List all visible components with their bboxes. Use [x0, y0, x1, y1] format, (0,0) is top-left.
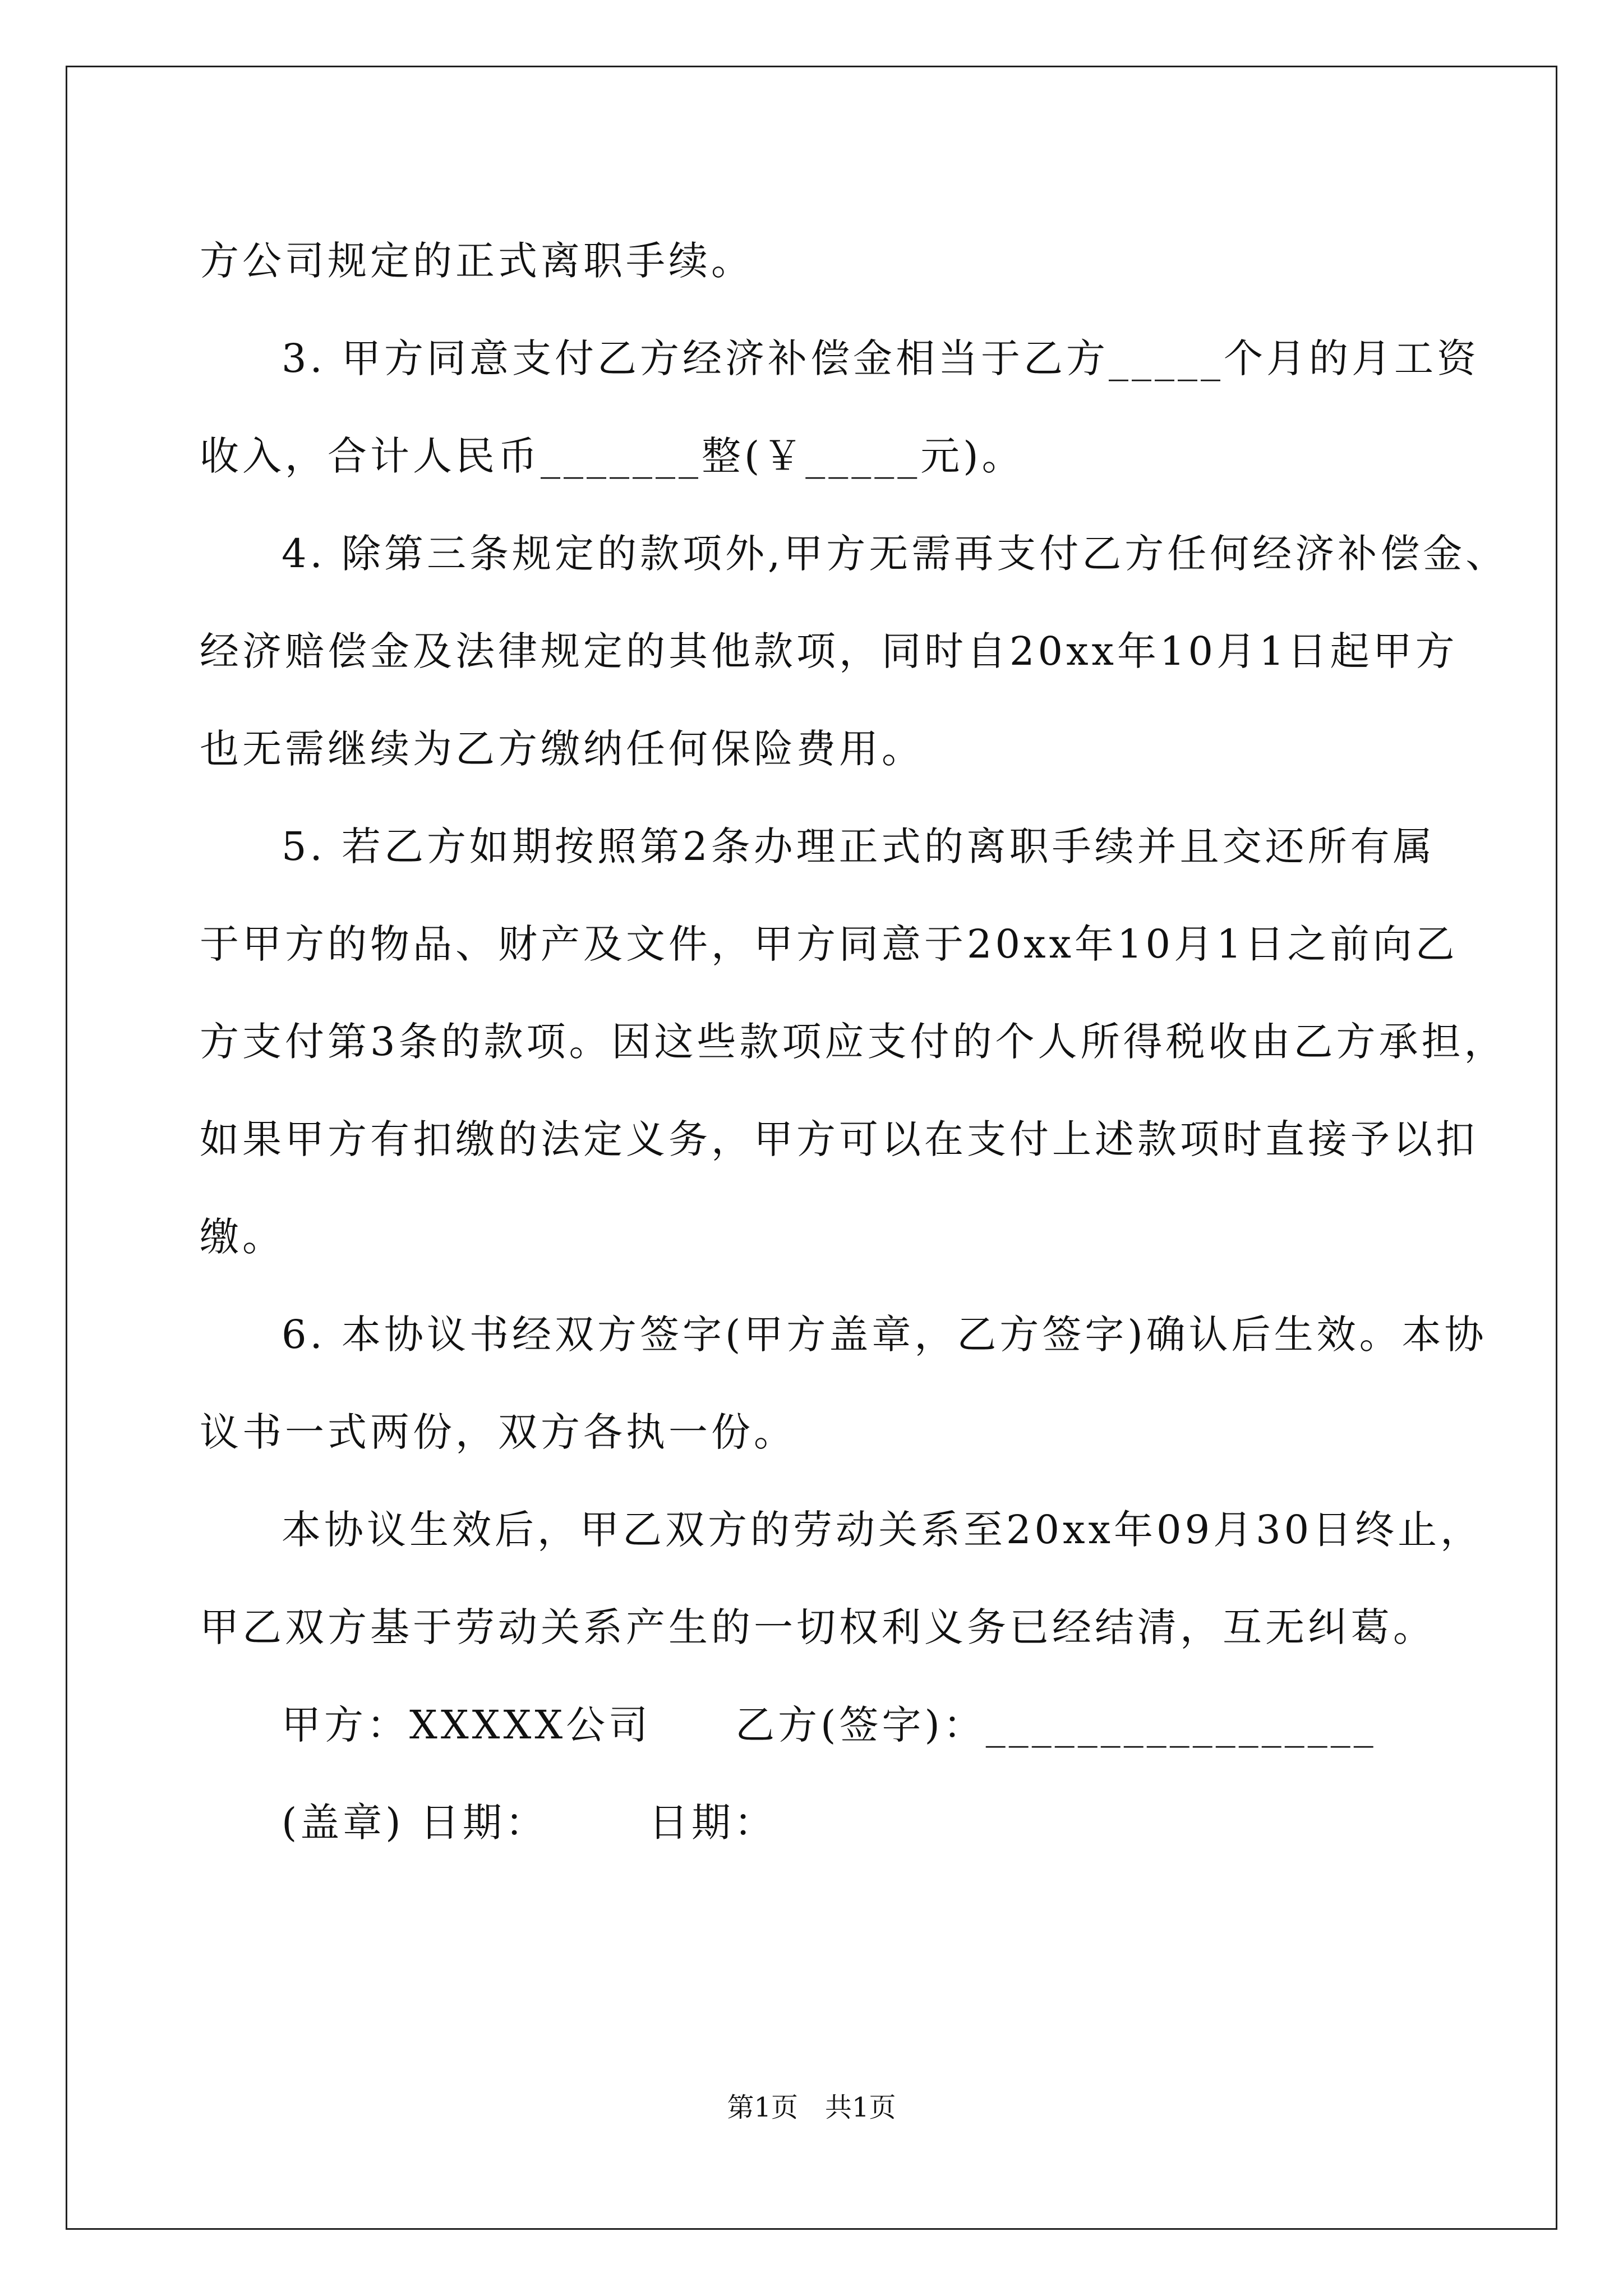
paragraph-line: 3. 甲方同意支付乙方经济补偿金相当于乙方_____个月的月工资	[282, 335, 1480, 381]
paragraph-line: 也无需继续为乙方缴纳任何保险费用。	[200, 726, 924, 772]
party-b-date-label: 日期：	[648, 1800, 777, 1846]
page-number-footer: 第1页 共1页	[727, 2092, 896, 2123]
party-b-signature-field: 乙方(签字)：_________________	[735, 1702, 1377, 1748]
paragraph-line: 6. 本协议书经双方签字(甲方盖章，乙方签字)确认后生效。本协	[282, 1312, 1487, 1358]
paragraph-line: 甲乙双方基于劳动关系产生的一切权利义务已经结清，互无纠葛。	[200, 1604, 1436, 1650]
paragraph-line: 议书一式两份，双方各执一份。	[200, 1409, 796, 1455]
paragraph-line: 本协议生效后，甲乙双方的劳动关系至20xx年09月30日终止，	[282, 1507, 1483, 1553]
seal-date-label: (盖章) 日期：	[282, 1800, 548, 1846]
document-body	[200, 212, 1509, 1871]
paragraph-line: 缴。	[200, 1214, 285, 1260]
paragraph-line: 经济赔偿金及法律规定的其他款项，同时自20xx年10月1日起甲方	[200, 628, 1458, 674]
party-a-label: 甲方：XXXXX公司	[282, 1702, 652, 1748]
paragraph-line: 如果甲方有扣缴的法定义务，甲方可以在支付上述款项时直接予以扣	[200, 1116, 1478, 1162]
paragraph-line: 收入，合计人民币_______整(￥_____元)。	[200, 433, 1025, 479]
paragraph-line: 方支付第3条的款项。因这些款项应支付的个人所得税收由乙方承担，	[200, 1019, 1507, 1065]
paragraph-line: 方公司规定的正式离职手续。	[200, 238, 754, 284]
date-row	[200, 1774, 1428, 1871]
signature-row	[200, 1676, 1428, 1774]
paragraph-line: 于甲方的物品、财产及文件，甲方同意于20xx年10月1日之前向乙	[200, 921, 1458, 967]
paragraph-line: 4. 除第三条规定的款项外,甲方无需再支付乙方任何经济补偿金、	[282, 531, 1509, 577]
paragraph-line: 5. 若乙方如期按照第2条办理正式的离职手续并且交还所有属	[282, 823, 1436, 869]
